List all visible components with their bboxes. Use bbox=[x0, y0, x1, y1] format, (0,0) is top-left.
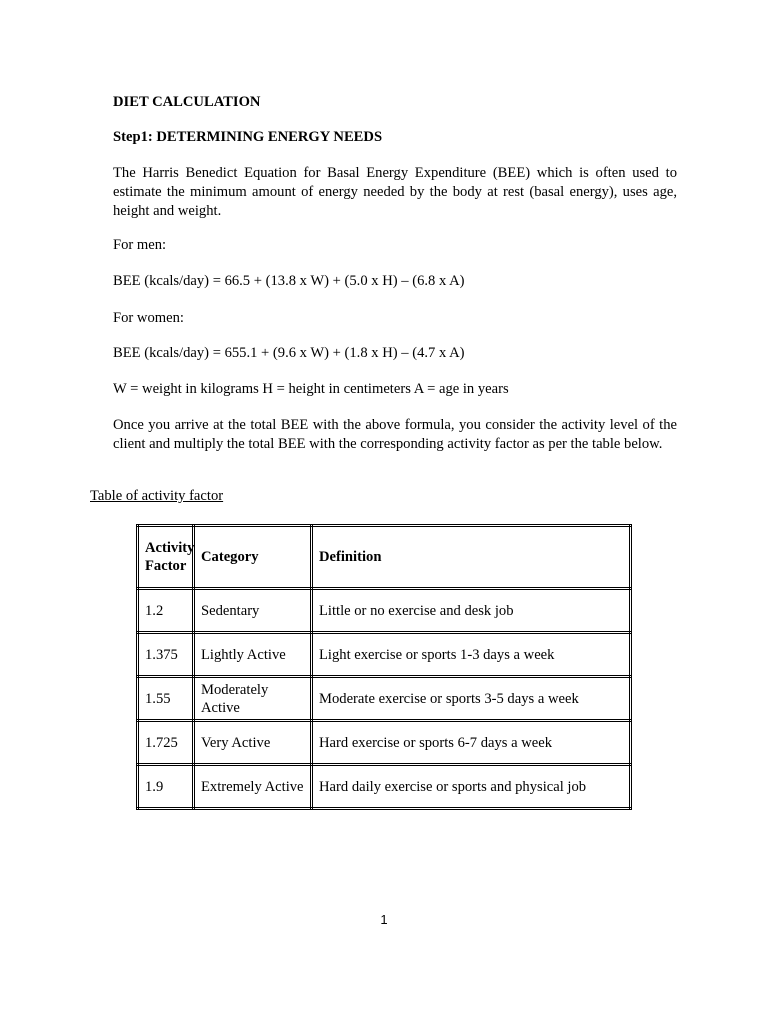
women-formula: BEE (kcals/day) = 655.1 + (9.6 x W) + (1.8 x H) – (4.7 x A) bbox=[113, 345, 465, 361]
activity-paragraph: Once you arrive at the total BEE with the above formula, you consider the activity level of the client and multiply the total BEE with the corresponding activity factor as per the table below. bbox=[113, 417, 677, 452]
table-row bbox=[138, 633, 631, 677]
document-heading: DIET CALCULATION bbox=[113, 94, 261, 110]
cell-category: Sedentary bbox=[194, 589, 312, 633]
cell-category: Moderately Active bbox=[194, 677, 312, 721]
cell-factor: 1.9 bbox=[138, 765, 194, 809]
activity-factor-table bbox=[136, 524, 632, 810]
page-number: 1 bbox=[380, 912, 388, 927]
table-row bbox=[138, 677, 631, 721]
step-heading: Step1: DETERMINING ENERGY NEEDS bbox=[113, 129, 383, 145]
cell-factor: 1.2 bbox=[138, 589, 194, 633]
cell-definition: Hard daily exercise or sports and physical job bbox=[312, 765, 631, 809]
men-label: For men: bbox=[113, 237, 167, 253]
table-caption: Table of activity factor bbox=[90, 488, 224, 504]
cell-category: Extremely Active bbox=[194, 765, 312, 809]
variables-definition: W = weight in kilograms H = height in centimeters A = age in years bbox=[113, 381, 509, 397]
cell-definition: Hard exercise or sports 6-7 days a week bbox=[312, 721, 631, 765]
header-definition: Definition bbox=[312, 526, 631, 589]
intro-paragraph: The Harris Benedict Equation for Basal Energy Expenditure (BEE) which is often used to estimate the minimum amount of energy needed by the body at rest (basal energy), uses age, height and weight. bbox=[113, 165, 677, 219]
women-label: For women: bbox=[113, 310, 184, 326]
table-header-row bbox=[138, 526, 631, 589]
table-row bbox=[138, 765, 631, 809]
cell-category: Very Active bbox=[194, 721, 312, 765]
cell-factor: 1.725 bbox=[138, 721, 194, 765]
cell-definition: Little or no exercise and desk job bbox=[312, 589, 631, 633]
table-row bbox=[138, 589, 631, 633]
cell-definition: Light exercise or sports 1-3 days a week bbox=[312, 633, 631, 677]
men-formula: BEE (kcals/day) = 66.5 + (13.8 x W) + (5.0 x H) – (6.8 x A) bbox=[113, 273, 465, 289]
cell-definition: Moderate exercise or sports 3-5 days a week bbox=[312, 677, 631, 721]
table-row bbox=[138, 721, 631, 765]
header-category: Category bbox=[194, 526, 312, 589]
header-activity-factor: Activity Factor bbox=[138, 526, 194, 589]
cell-factor: 1.375 bbox=[138, 633, 194, 677]
cell-category: Lightly Active bbox=[194, 633, 312, 677]
cell-factor: 1.55 bbox=[138, 677, 194, 721]
